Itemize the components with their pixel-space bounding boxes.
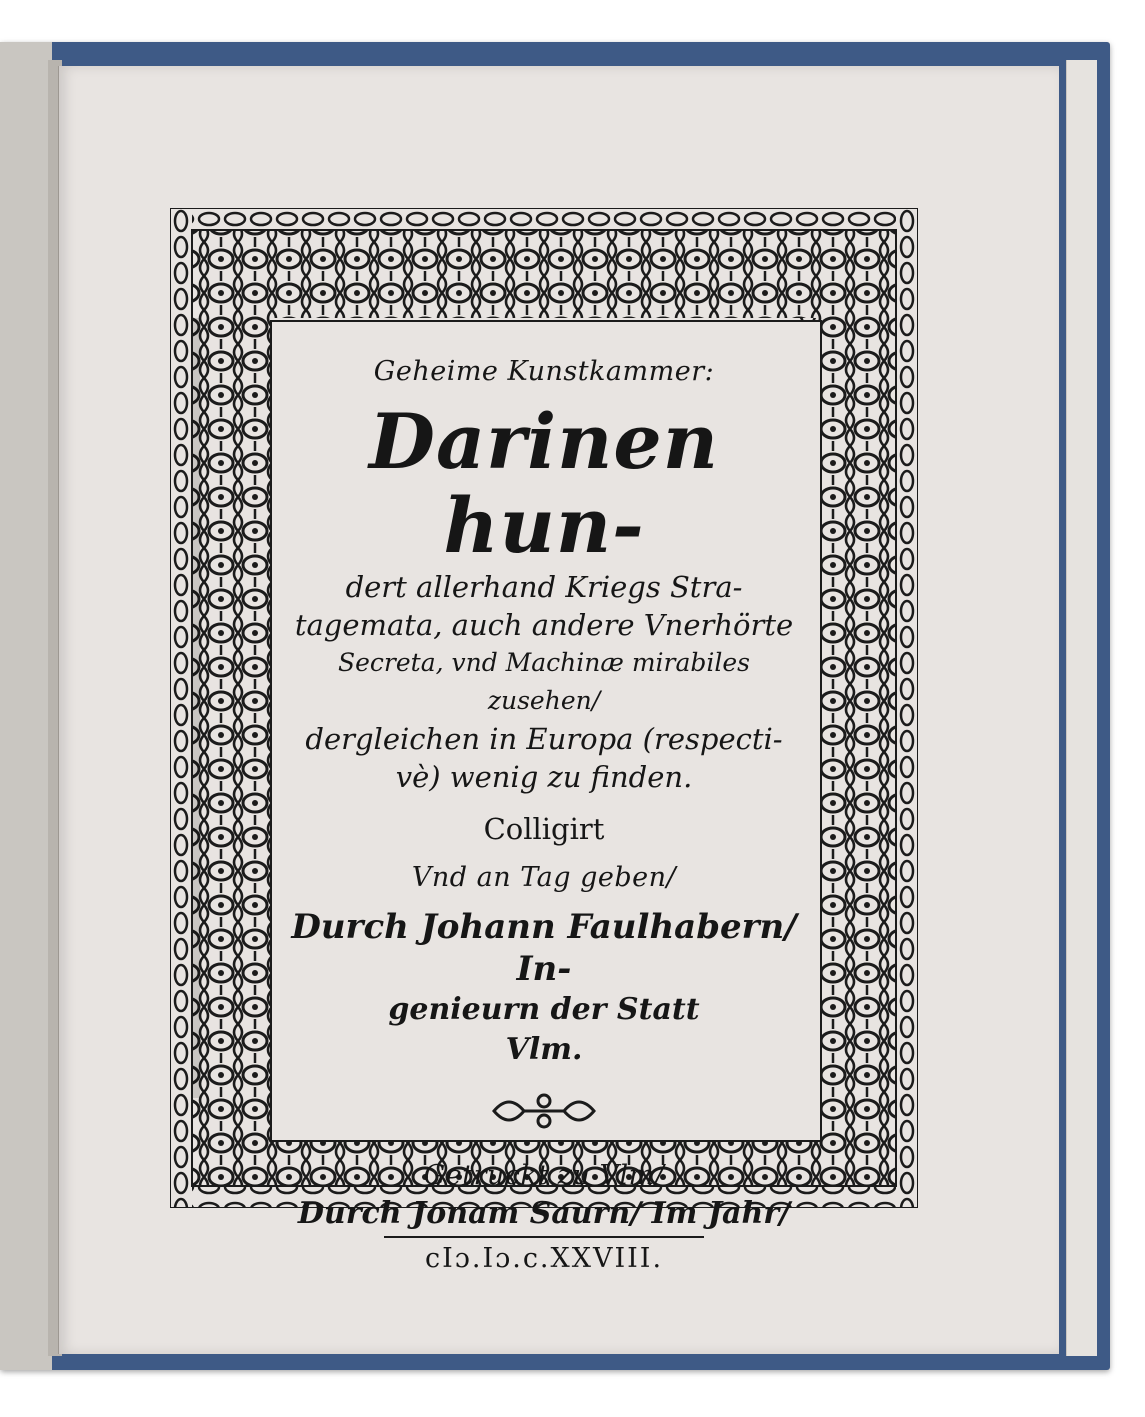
title-text-block	[280, 330, 808, 1274]
author-line-1: Durch Johann Faulhabern/ In-	[291, 907, 797, 989]
year-rule	[384, 1236, 704, 1238]
body-line-2: tagemata, auch andere Vnerhörte	[294, 608, 794, 642]
year: cIɔ.Iɔ.c.XXVIII.	[424, 1243, 664, 1274]
printed-at: Getruckt zu Vlm/	[423, 1160, 665, 1191]
page-stack-edge	[1066, 60, 1097, 1356]
author-line-3: Vlm.	[505, 1032, 583, 1067]
body-line-4: dergleichen in Europa (respecti-	[305, 722, 783, 756]
body-line-3: Secreta, vnd Machinæ mirabiles zusehen/	[337, 648, 750, 715]
title-main: Darinen hun-	[369, 397, 719, 570]
printer: Durch Jonam Saurn/ Im Jahr/	[297, 1196, 791, 1231]
body-line-1: dert allerhand Kriegs Stra-	[345, 570, 743, 604]
colligirt: Colligirt	[483, 812, 605, 846]
author-line-2: genieurn der Statt	[388, 992, 700, 1027]
heading: Geheime Kunstkammer:	[373, 356, 715, 387]
body-line-5: vè) wenig zu finden.	[395, 760, 693, 794]
und-an-tag: Vnd an Tag geben/	[411, 862, 677, 893]
printer-ornament	[489, 1088, 599, 1134]
left-page-edge	[0, 42, 52, 1370]
